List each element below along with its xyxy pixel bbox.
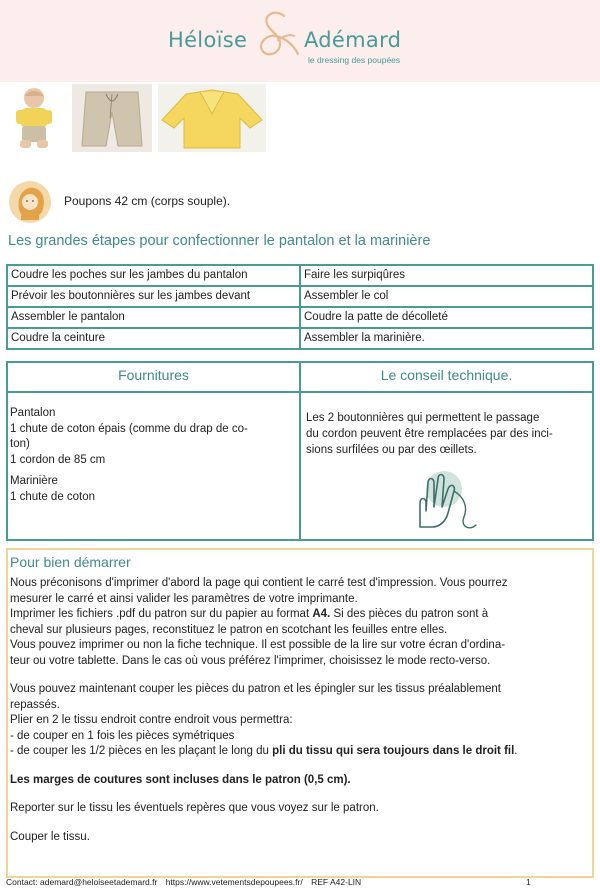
tip-line: sions surfilées ou par des œillets. xyxy=(306,444,477,456)
table-cell: Coudre les poches sur les jambes du pantalon xyxy=(7,265,300,286)
paragraph-line xyxy=(10,744,590,760)
tip-line: Les 2 boutonnières qui permettent le passage xyxy=(306,412,540,424)
supplies-pantalon-line: 1 cordon de 85 cm xyxy=(10,453,106,466)
supplies-title: Fournitures xyxy=(118,367,189,383)
getting-started-text xyxy=(10,576,590,845)
footer-ref: REF A42-LIN xyxy=(311,877,362,887)
footer-contact[interactable]: Contact: ademard@heloiseetademard.fr xyxy=(6,877,158,887)
text-run: Imprimer les fichiers .pdf du patron sur du papier au format xyxy=(10,608,313,620)
table-cell: Assembler le col xyxy=(300,286,593,307)
paragraph-line: Vous pouvez imprimer ou non la fiche technique. Il est possible de la lire sur votre écran d'ordina- xyxy=(10,639,506,651)
table-cell: Assembler la marinière. xyxy=(300,328,593,349)
doll-face-icon xyxy=(8,180,52,224)
brand-tagline: le dressing des poupées xyxy=(308,55,401,65)
text-run: Si des pièces du patron sont à xyxy=(330,608,489,620)
brand-name-right: Adémard xyxy=(304,28,402,52)
paragraph-line: Couper le tissu. xyxy=(10,830,90,843)
paragraph-line: repassés. xyxy=(10,698,60,711)
brand-name-left: Héloïse xyxy=(168,28,248,52)
paragraph-line: teur ou votre tablette. Dans le cas où vous préférez l'imprimer, choisissez le mode recto-verso. xyxy=(10,654,491,667)
text-run: . xyxy=(514,745,518,757)
trousers-photo[interactable] xyxy=(72,84,152,152)
footer-url[interactable]: https://www.vetementsdepoupees.fr/ xyxy=(165,877,303,887)
target-doll-size: Poupons 42 cm (corps souple). xyxy=(64,194,231,208)
getting-started-title: Pour bien démarrer xyxy=(10,554,131,570)
hand-sewing-icon xyxy=(410,467,482,533)
header-banner xyxy=(0,0,600,82)
column-divider xyxy=(299,363,301,539)
doll-photo[interactable] xyxy=(8,84,60,152)
steps-table xyxy=(6,264,594,350)
table-cell: Faire les surpiqûres xyxy=(300,265,593,286)
tip-line: du cordon peuvent être remplacées par des inci- xyxy=(306,428,553,440)
paragraph-line: mesurer le carré et ainsi valider les paramètres de votre imprimante. xyxy=(10,592,358,605)
supplies-mariniere-label: Marinière xyxy=(10,475,58,487)
table-row xyxy=(7,265,593,286)
supplies-title-rule xyxy=(8,391,299,393)
paragraph-line: Reporter sur le tissu les éventuels repères que vous voyez sur le patron. xyxy=(10,802,379,814)
format-a4: A4. xyxy=(312,608,331,620)
tip-title: Le conseil technique. xyxy=(380,367,513,383)
steps-title: Les grandes étapes pour confectionner le pantalon et la marinière xyxy=(8,233,431,249)
supplies-pantalon-label: Pantalon xyxy=(10,407,56,419)
page-number: 1 xyxy=(526,877,531,887)
table-row xyxy=(7,307,593,328)
supplies-pantalon-line: ton) xyxy=(10,438,30,450)
tip-title-rule xyxy=(301,391,592,393)
shirt-photo[interactable] xyxy=(158,84,266,152)
table-cell: Assembler le pantalon xyxy=(7,307,300,328)
brand-logo[interactable] xyxy=(168,14,428,74)
paragraph-line: cheval sur plusieurs pages, reconstituez le patron en scotchant les feuilles entre elles. xyxy=(10,623,448,636)
text-run: - de couper les 1/2 pièces en les plaçant le long du xyxy=(10,745,273,757)
getting-started-box xyxy=(6,548,594,878)
table-row xyxy=(7,328,593,349)
supplies-list xyxy=(10,406,288,505)
table-row xyxy=(7,286,593,307)
tip-text xyxy=(306,410,592,458)
fold-note: pli du tissu qui sera toujours dans le droit fil xyxy=(272,745,515,757)
paragraph-line: Nous préconisons d'imprimer d'abord la page qui contient le carré test d'impression. Vous pourrez xyxy=(10,577,508,589)
paragraph-line xyxy=(10,607,590,623)
paragraph-line: Plier en 2 le tissu endroit contre endroit vous permettra: xyxy=(10,714,293,726)
ampersand-icon xyxy=(254,10,300,66)
table-cell: Coudre la patte de décolleté xyxy=(300,307,593,328)
table-cell: Coudre la ceinture xyxy=(7,328,300,349)
supplies-tip-box xyxy=(6,361,594,541)
supplies-pantalon-line: 1 chute de coton épais (comme du drap de co- xyxy=(10,422,248,435)
footer xyxy=(6,877,531,887)
table-cell: Prévoir les boutonnières sur les jambes devant xyxy=(7,286,300,307)
supplies-mariniere-line: 1 chute de coton xyxy=(10,490,96,503)
paragraph-line: - de couper en 1 fois les pièces symétriques xyxy=(10,729,235,742)
paragraph-line: Vous pouvez maintenant couper les pièces du patron et les épingler sur les tissus préalablement xyxy=(10,683,501,695)
seam-allowance-note: Les marges de coutures sont incluses dans le patron (0,5 cm). xyxy=(10,773,351,786)
